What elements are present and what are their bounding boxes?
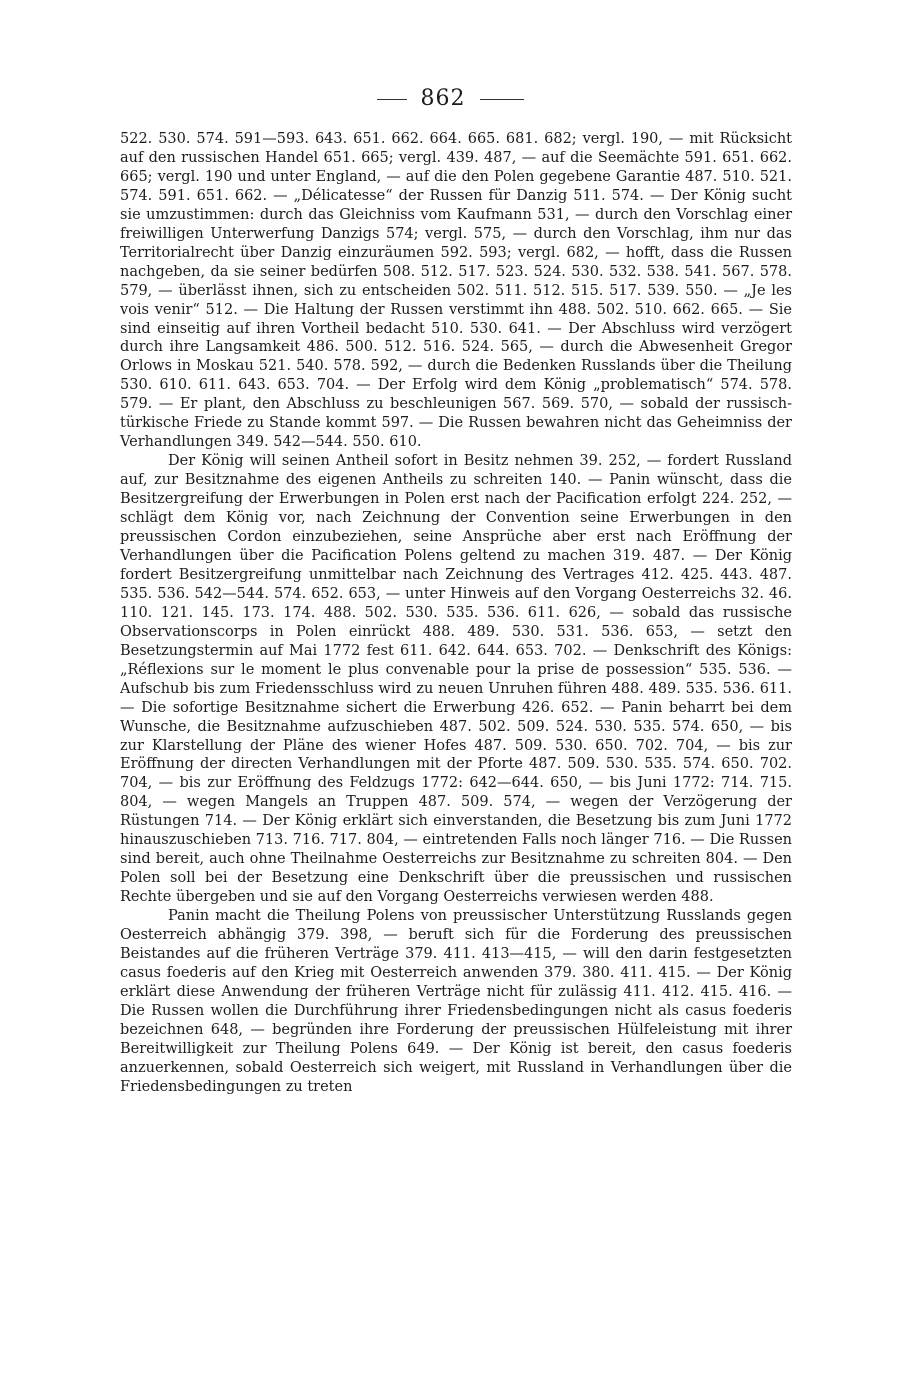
header-rule-left [377,99,407,100]
header-rule-right [480,99,524,100]
paragraph: Der König will seinen Antheil sofort in Besitz nehmen 39. 252, — fordert Russland auf, zur Besitznahme des eigenen Antheils zu schreiten 140. — Panin wünscht, dass die Besitzergreifung der Erwerbungen in Polen erst nach der Pacification erfolgt 224. 252, — schlägt dem König vor, nach Zeichnung der Convention seine Erwerbungen in den preussischen Cordon einzubeziehen, seine Ansprüche aber erst nach Eröffnung der Verhandlungen über die Pacification Polens geltend zu machen 319. 487. — Der König fordert Besitzergreifung unmittelbar nach Zeichnung des Vertrages 412. 425. 443. 487. 535. 536. 542—544. 574. 652. 653, — unter Hinweis auf den Vorgang Oesterreichs 32. 46. 110. 121. 145. 173. 174. 488. 502. 530. 535. 536. 611. 626, — sobald das russische Observationscorps in Polen einrückt 488. 489. 530. 531. 536. 653, — setzt den Besetzungstermin auf Mai 1772 fest 611. 642. 644. 653. 702. — Denkschrift des Königs: „Réflexions sur le moment le plus convenable pour la prise de possession“ 535. 536. — Aufschub bis zum Friedensschluss wird zu neuen Unruhen führen 488. 489. 535. 536. 611. — Die sofortige Besitznahme sichert die Erwerbung 426. 652. — Panin beharrt bei dem Wunsche, die Besitznahme aufzuschieben 487. 502. 509. 524. 530. 535. 574. 650, — bis zur Klarstellung der Pläne des wiener Hofes 487. 509. 530. 650. 702. 704, — bis zur Eröffnung der directen Verhandlungen mit der Pforte 487. 509. 530. 535. 574. 650. 702. 704, — bis zur Eröffnung des Feldzugs 1772: 642—644. 650, — bis Juni 1772: 714. 715. 804, — wegen Mangels an Truppen 487. 509. 574, — wegen der Verzögerung der Rüstungen 714. — Der König erklärt sich einverstanden, die Besetzung bis zum Juni 1772 hinauszuschieben 713. 716. 717. 804, — eintretenden Falls noch länger 716. — Die Russen sind bereit, auch ohne Theilnahme Oesterreichs zur Besitznahme zu schreiten 804. — Den Polen soll bei der Besetzung eine Denkschrift über die preussischen und russischen Rechte übergeben und sie auf den Vorgang Oesterreichs verwiesen werden 488. [120,453,792,906]
page-header [0,84,900,114]
page-number: 862 [420,86,466,111]
paragraph-continued: 522. 530. 574. 591—593. 643. 651. 662. 664. 665. 681. 682; vergl. 190, — mit Rücksicht auf den russischen Handel 651. 665; vergl. 439. 487, — auf die Seemächte 591. 651. 662. 665; vergl. 190 und unter England, — auf die den Polen gegebene Garantie 487. 510. 521. 574. 591. 651. 662. — „Délicatesse“ der Russen für Danzig 511. 574. — Der König sucht sie umzustimmen: durch das Gleichniss vom Kaufmann 531, — durch den Vorschlag einer freiwilligen Unterwerfung Danzigs 574; vergl. 575, — durch den Vorschlag, ihm nur das Territorialrecht über Danzig einzuräumen 592. 593; vergl. 682, — hofft, dass die Russen nachgeben, da sie seiner bedürfen 508. 512. 517. 523. 524. 530. 532. 538. 541. 567. 578. 579, — überlässt ihnen, sich zu entscheiden 502. 511. 512. 515. 517. 539. 550. — „Je les vois venir“ 512. — Die Haltung der Russen verstimmt ihn 488. 502. 510. 662. 665. — Sie sind einseitig auf ihren Vortheil bedacht 510. 530. 641. — Der Abschluss wird verzögert durch ihre Langsamkeit 486. 500. 512. 516. 524. 565, — durch die Abwesenheit Gregor Orlows in Moskau 521. 540. 578. 592, — durch die Bedenken Russlands über die Theilung 530. 610. 611. 643. 653. 704. — Der Erfolg wird dem König „problematisch“ 574. 578. 579. — Er plant, den Abschluss zu beschleunigen 567. 569. 570, — sobald der russisch-türkische Friede zu Stande kommt 597. — Die Russen bewahren nicht das Geheimniss der Verhandlungen 349. 542—544. 550. 610. [120,131,792,451]
body-text [120,130,792,1097]
paragraph: Panin macht die Theilung Polens von preussischer Unterstützung Russlands gegen Oesterreich abhängig 379. 398, — beruft sich für die Forderung des preussischen Beistandes auf die früheren Verträge 379. 411. 413—415, — will den darin festgesetzten casus foederis auf den Krieg mit Oesterreich anwenden 379. 380. 411. 415. — Der König erklärt diese Anwendung der früheren Verträge nicht für zulässig 411. 412. 415. 416. — Die Russen wollen die Durchführung ihrer Friedensbedingungen nicht als casus foederis bezeichnen 648, — begründen ihre Forderung der preussischen Hülfeleistung mit ihrer Bereitwilligkeit zur Theilung Polens 649. — Der König ist bereit, den casus foederis anzuerkennen, sobald Oesterreich sich weigert, mit Russland in Verhandlungen über die Friedensbedingungen zu treten [120,908,792,1095]
